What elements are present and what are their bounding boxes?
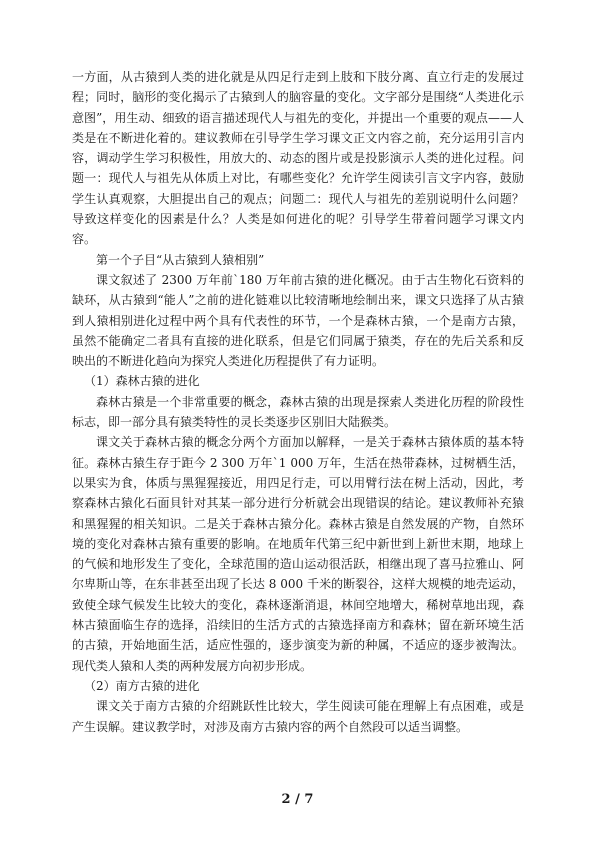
section-heading-dryopithecus: （1）森林古猿的进化: [84, 374, 200, 389]
paragraph-dryopithecus-concept: 森林古猿是一个非常重要的概念，森林古猿的出现是探索人类进化历程的阶段性标志，即一部分具有猿类特性的灵长类逐步区别旧大陆猴类。: [72, 394, 524, 430]
section-heading-australopithecus: （2）南方古猿的进化: [84, 678, 200, 693]
paragraph-australopithecus: 课文关于南方古猿的介绍跳跃性比较大，学生阅读可能在理解上有点困难，或是产生误解。建议教学时，对涉及南方古猿内容的两个自然段可以适当调整。: [72, 699, 524, 734]
document-body: [72, 67, 524, 737]
subsection-heading: 第一个子目“从古猿到人猿相别”: [96, 252, 265, 267]
paragraph-dryopithecus-details: 课文关于森林古猿的概念分两个方面加以解释，一是关于森林古猿体质的基本特征。森林古猿生存于距今 2 300 万年`1 000 万年，生活在热带森林，过树栖生活，以果实为食，体质与黑猩猩接近，用四足行走，可以用臂行法在树上活动，因此，考察森林古猿化石面貝针对其某一部分进行分析就会出现错误的结论。建议教师补充猿和黑猩猩的相关知识。二是关于森林古猿分化。森林古猿是自然发展的产物，自然环境的变化对森林古猿有重要的影响。在地质年代第三纪中新世到上新世末期，地球上的气候和地形发生了变化，全球范围的造山运动很活跃，相继出现了喜马拉雅山、阿尔卑斯山等，在东非甚至出现了长达 8 000 千米的断裂谷，这样大规模的地壳运动，致使全球气候发生比较大的变化，森林逐渐消退，林间空地增大，稀树草地出现，森林古猿面临生存的选择，沿续旧的生活方式的古猿选择南方和森林；留在新环境生活的古猿，开始地面生活，适应性强的，逐步演变为新的种属，不适应的逐步被淘汰。现代类人猿和人类的两种发展方向初步形成。: [72, 435, 524, 673]
page-number: 2 / 7: [281, 792, 314, 807]
paragraph-ape-evolution-overview: 课文叙述了 2300 万年前`180 万年前古猿的进化概况。由于古生物化石资料的缺环，从古猿到“能人”之前的进化链难以比较清晰地绘制出来，课文只选择了从古猿到人猿相别进化过程中两个具有代表性的环节，一个是森林古猿，一个是南方古猿，虽然不能确定二者具有直接的进化联系，但是它们同属于猿类，存在的先后关系和反映出的不断进化趋向为探究人类进化历程提供了有力证明。: [72, 272, 524, 369]
paragraph-intro-questions: 一方面，从古猿到人类的进化就是从四足行走到上肢和下肢分离、直立行走的发展过程；同时，脑形的变化揭示了古猿到人的脑容量的变化。文字部分是围绕“人类进化示意图”，用生动、细致的语言描述现代人与祖先的变化，并提出一个重要的观点——人类是在不断进化着的。建议教师在引导学生学习课文正文内容之前，充分运用引言内容，调动学生学习积极性，用放大的、动态的图片或是投影演示人类的进化过程。问题一：现代人与祖先从体质上对比，有哪些变化？允许学生阅读引言文字内容，鼓励学生认真观察，大胆提出自己的观点；问题二：现代人与祖先的差别说明什么问题？导致这样变化的因素是什么？人类是如何进化的呢？引导学生带着问题学习课文内容。: [72, 70, 524, 247]
